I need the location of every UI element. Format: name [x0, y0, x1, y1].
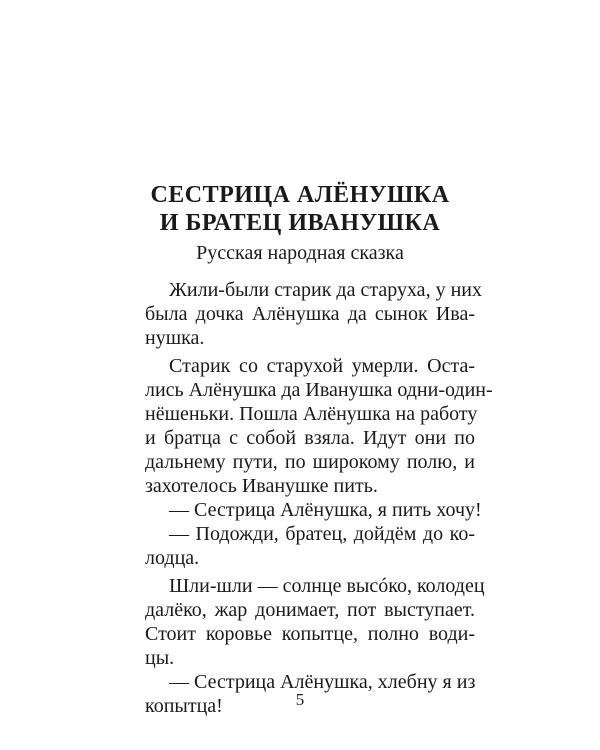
text-line: — Сестрица Алёнушка, хлебну я из [169, 671, 476, 693]
text-line: нушка. [145, 327, 205, 349]
text-line: была дочка Алёнушка да сынок Ива- [145, 303, 475, 325]
text-line: — Подожди, братец, дойдём до ко- [169, 523, 475, 545]
text-line: захотелось Иванушке пить. [145, 475, 378, 497]
text-line: дальнему пути, по широкому полю, и [145, 451, 475, 473]
text-line: — Сестрица Алёнушка, я пить хочу! [169, 499, 482, 521]
text-line: Жили-были старик да старуха, у них [169, 279, 482, 301]
text-line: Шли-шли — солнце высóко, колодец [169, 575, 485, 597]
text-line: лодца. [145, 547, 200, 569]
text-line: Старик со старухой умерли. Оста- [169, 355, 475, 377]
text-line: и братца с собой взяла. Идут они по [145, 427, 475, 449]
story-title-line-2: И БРАТЕЦ ИВАНУШКА [159, 210, 441, 236]
text-line: Стоит коровье копытце, полно води- [145, 623, 475, 645]
text-line: лись Алёнушка да Иванушка одни-один- [145, 379, 493, 401]
text-line: цы. [145, 647, 175, 669]
text-line: копытца! [145, 695, 223, 717]
story-subtitle: Русская народная сказка [196, 242, 404, 264]
story-title-line-1: СЕСТРИЦА АЛЁНУШКА [150, 182, 450, 208]
text-line: далёко, жар донимает, пот выступает. [145, 599, 475, 621]
text-line: нёшеньки. Пошла Алёнушка на работу [145, 403, 478, 425]
page-number: 5 [295, 690, 305, 709]
